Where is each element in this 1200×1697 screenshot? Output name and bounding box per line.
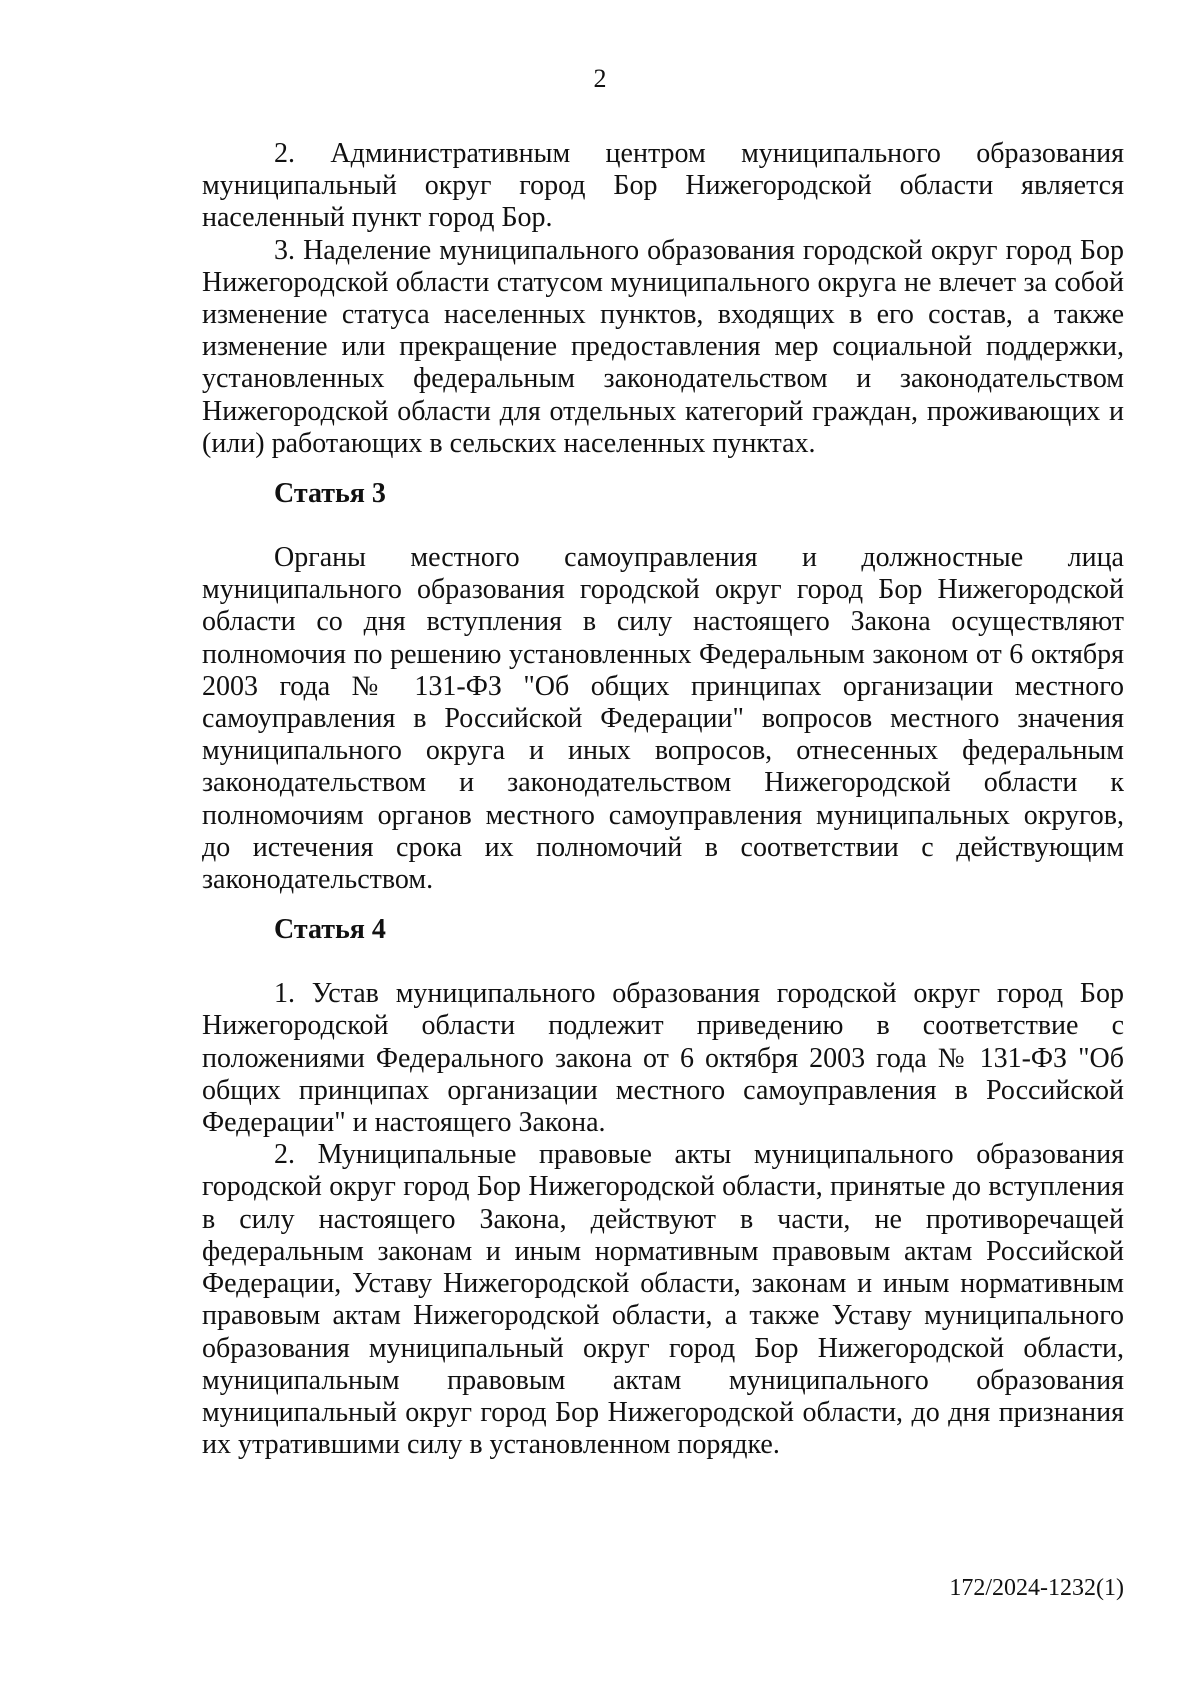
paragraph-admin-center: 2. Административным центром муниципального образования муниципальный округ город Бор Нижегородской области является населенный пункт город Бор. bbox=[202, 138, 1124, 234]
document-body bbox=[202, 138, 1124, 1461]
paragraph-article-4-item-1: 1. Устав муниципального образования городской округ город Бор Нижегородской области подлежит приведению в соответствие с положениями Федерального закона от 6 октября 2003 года № 131-ФЗ "Об общих принципах организации местного самоуправления в Российской Федерации" и настоящего Закона. bbox=[202, 978, 1124, 1139]
article-3-heading: Статья 3 bbox=[274, 478, 386, 510]
article-4-heading: Статья 4 bbox=[274, 914, 386, 946]
document-registration-code: 172/2024-1232(1) bbox=[949, 1575, 1124, 1601]
page-number: 2 bbox=[593, 64, 607, 93]
paragraph-article-4-item-2: 2. Муниципальные правовые акты муниципального образования городской округ город Бор Нижегородской области, принятые до вступления в силу настоящего Закона, действуют в части, не противоречащей федеральным законам и иным нормативным правовым актам Российской Федерации, Уставу Нижегородской области, законам и иным нормативным правовым актам Нижегородской области, а также Уставу муниципального образования муниципальный округ город Бор Нижегородской области, муниципальным правовым актам муниципального образования муниципальный округ город Бор Нижегородской области, до дня признания их утратившими силу в установленном порядке. bbox=[202, 1139, 1124, 1461]
paragraph-status-change: 3. Наделение муниципального образования городской округ город Бор Нижегородской области статусом муниципального округа не влечет за собой изменение статуса населенных пунктов, входящих в его состав, а также изменение или прекращение предоставления мер социальной поддержки, установленных федеральным законодательством и законодательством Нижегородской области для отдельных категорий граждан, проживающих и (или) работающих в сельских населенных пунктах. bbox=[202, 234, 1124, 459]
paragraph-article-3: Органы местного самоуправления и должностные лица муниципального образования городской округ город Бор Нижегородской области со дня вступления в силу настоящего Закона осуществляют полномочия по решению установленных Федеральным законом от 6 октября 2003 года № 131-ФЗ "Об общих принципах организации местного самоуправления в Российской Федерации" вопросов местного значения муниципального округа и иных вопросов, отнесенных федеральным законодательством и законодательством Нижегородской области к полномочиям органов местного самоуправления муниципальных округов, до истечения срока их полномочий в соответствии с действующим законодательством. bbox=[202, 542, 1124, 896]
